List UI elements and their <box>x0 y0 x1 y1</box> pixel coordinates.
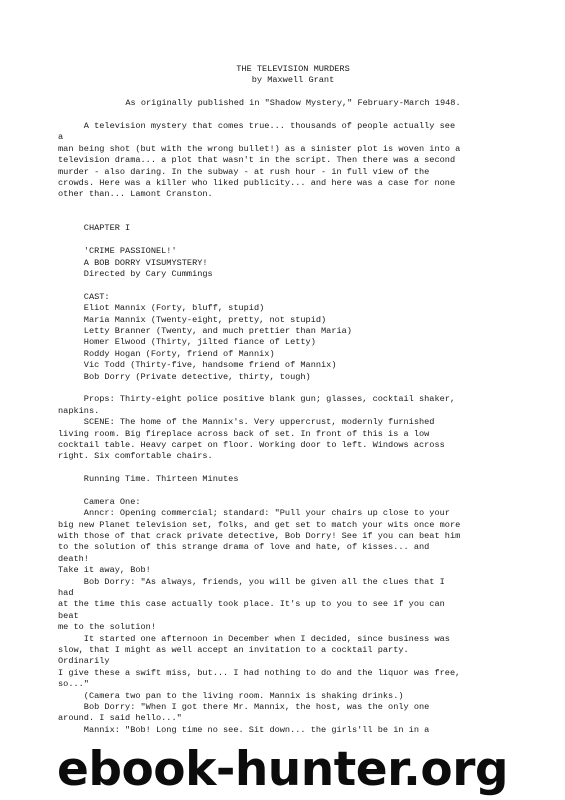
watermark-logo: ebook-hunter.org <box>56 742 509 797</box>
cast-item: Eliot Mannix (Forty, bluff, stupid) <box>58 303 265 314</box>
props-and-scene <box>58 394 548 462</box>
script-line: me to the solution! <box>58 622 156 633</box>
cast-item: Letty Branner (Twenty, and much prettier than Maria) <box>58 326 352 336</box>
script-line: Mannix: "Bob! Long time no see. Sit down... the girls'll be in in a <box>58 724 430 735</box>
script-line: beat <box>58 610 79 621</box>
cast-item: Maria Mannix (Twenty-eight, pretty, not stupid) <box>58 314 327 325</box>
chapter-heading: CHAPTER I <box>58 223 131 234</box>
blurb-line: television drama... a plot that wasn't in the script. Then there was a second <box>58 155 456 166</box>
publication-note: As originally published in "Shadow Mystery," February-March 1948. <box>125 98 461 109</box>
scene-line: right. Six comfortable chairs. <box>58 451 213 462</box>
props-line: Props: Thirty-eight police positive blank gun; glasses, cocktail shaker, <box>58 394 456 405</box>
script-line: around. I said hello..." <box>58 713 182 724</box>
show-line: 'CRIME PASSIONEL!' <box>58 246 177 257</box>
script-line: death! <box>58 553 89 564</box>
scene-line: cocktail table. Heavy carpet on floor. Working door to left. Windows across <box>58 439 445 450</box>
script-line: with those of that crack private detective, Bob Dorry! See if you can beat him <box>58 531 461 542</box>
cast-item: Vic Todd (Thirty-five, handsome friend of Mannix) <box>58 360 337 371</box>
script-line: to the solution of this strange drama of love and hate, of kisses... and <box>58 542 430 553</box>
blurb-line: crowds. Here was a killer who liked publicity... and here was a case for none <box>58 177 456 188</box>
blurb-line: murder - also daring. In the subway - at rush hour - in full view of the <box>58 166 430 177</box>
script-line: slow, that I might as well accept an invitation to a cocktail party. <box>58 644 409 655</box>
script-line: Anncr: Opening commercial; standard: "Pull your chairs up close to your <box>58 508 450 519</box>
cast-list <box>58 303 548 383</box>
running-time: Running Time. Thirteen Minutes <box>58 474 239 485</box>
script-line: at the time this case actually took place. It's up to you to see if you can <box>58 599 445 610</box>
cast-heading: CAST: <box>58 291 110 302</box>
document-title: THE TELEVISION MURDERS <box>236 64 350 74</box>
blurb-line: a <box>58 132 64 143</box>
script-line: It started one afternoon in December when I decided, since business was <box>58 633 450 644</box>
scene-line: SCENE: The home of the Mannix's. Very uppercrust, modernly furnished <box>58 417 435 428</box>
script-line: Bob Dorry: "When I got there Mr. Mannix, the host, was the only one <box>58 701 430 712</box>
script-line: so..." <box>58 679 89 690</box>
script-line: Bob Dorry: "As always, friends, you will be given all the clues that I <box>58 576 445 587</box>
cast-item: Bob Dorry (Private detective, thirty, tough) <box>58 371 311 382</box>
script-line: big new Planet television set, folks, and get set to match your wits once more <box>58 519 461 530</box>
blurb-line: man being shot (but with the wrong bullet!) as a sinister plot is woven into a <box>58 143 461 154</box>
document-page <box>58 64 548 736</box>
blurb-paragraph <box>58 121 548 201</box>
blurb-line: A television mystery that comes true... thousands of people actually see <box>58 120 456 131</box>
cast-item: Homer Elwood (Thirty, jilted fiance of Letty) <box>58 337 316 348</box>
script-line: Ordinarily <box>58 656 110 667</box>
document-byline: by Maxwell Grant <box>251 75 335 86</box>
script-body <box>58 497 548 736</box>
script-line: I give these a swift miss, but... I had nothing to do and the liquor was free, <box>58 667 461 678</box>
show-line: Directed by Cary Cummings <box>58 269 213 280</box>
cast-item: Roddy Hogan (Forty, friend of Mannix) <box>58 348 275 359</box>
props-line: napkins. <box>58 405 100 416</box>
script-line: had <box>58 587 74 598</box>
script-line: (Camera two pan to the living room. Mannix is shaking drinks.) <box>58 690 404 701</box>
script-line: Camera One: <box>58 496 141 507</box>
blurb-line: other than... Lamont Cranston. <box>58 189 213 200</box>
scene-line: living room. Big fireplace across back of set. In front of this is a low <box>58 428 430 439</box>
show-header <box>58 246 548 280</box>
script-line: Take it away, Bob! <box>58 565 151 576</box>
show-line: A BOB DORRY VISUMYSTERY! <box>58 257 208 268</box>
